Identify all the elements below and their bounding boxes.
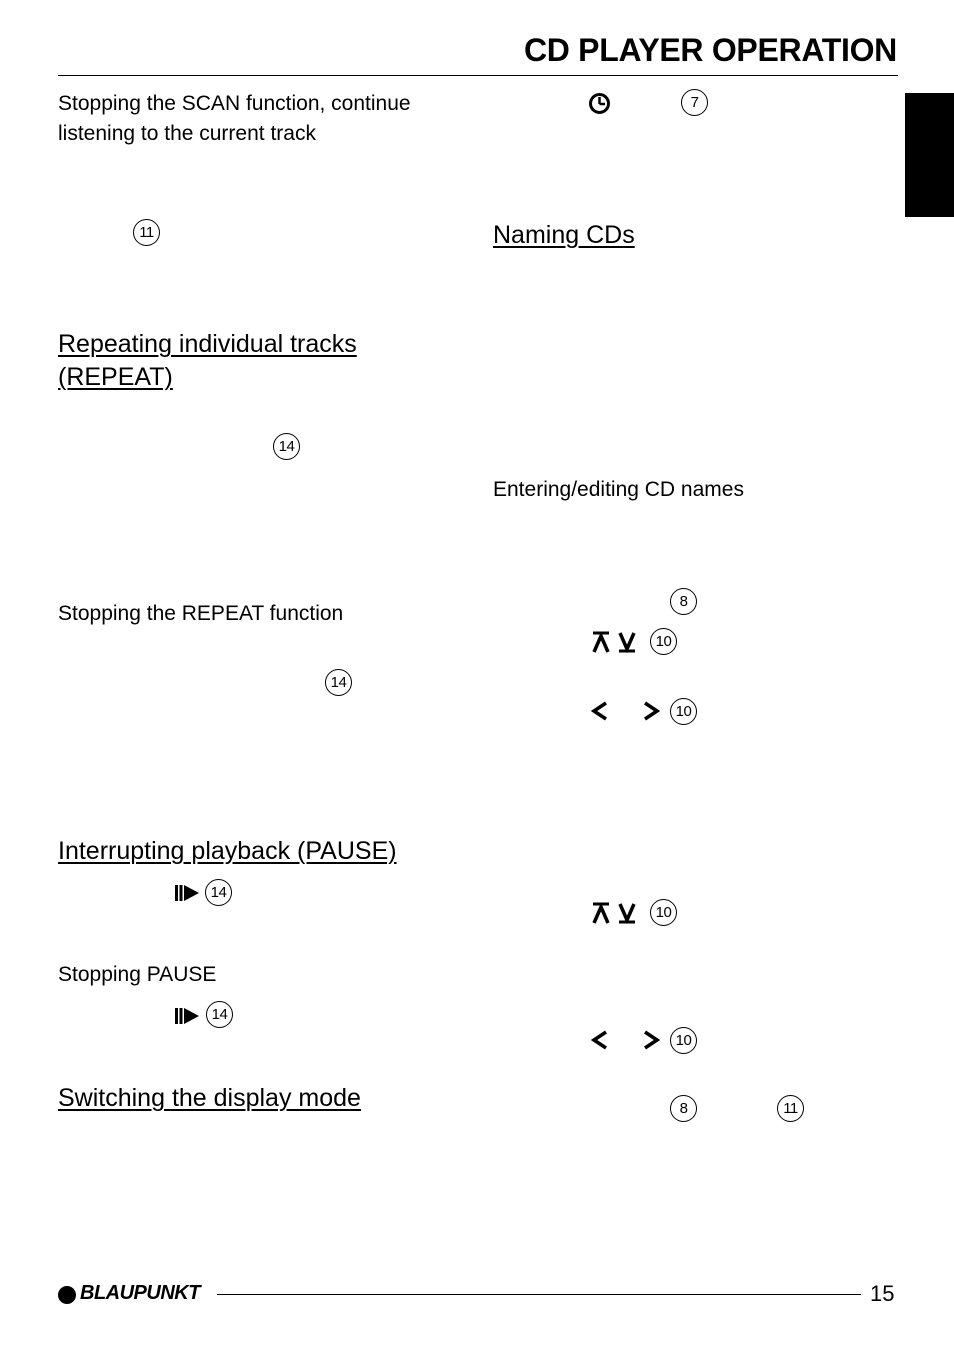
up-down-arrows-icon	[592, 902, 640, 924]
ref-number-10: 10	[650, 628, 677, 655]
ref-number-11: 11	[133, 219, 160, 246]
page-number: 15	[870, 1281, 895, 1306]
ref-number-11: 11	[777, 1095, 804, 1122]
left-arrow-icon	[591, 701, 607, 721]
pause-stop-heading: Stopping PAUSE	[58, 963, 217, 986]
language-tab-marker	[905, 93, 954, 217]
naming-cds-heading: Naming CDs	[493, 221, 635, 249]
scan-stop-heading: Stopping the SCAN function, continue listening to the current track	[58, 92, 411, 145]
ref-number-8: 8	[670, 588, 697, 615]
right-arrow-icon	[644, 701, 660, 721]
ref-number-8: 8	[670, 1095, 697, 1122]
up-down-arrows-icon	[592, 631, 640, 653]
repeat-stop-heading: Stopping the REPEAT function	[58, 602, 344, 625]
right-arrow-icon	[644, 1030, 660, 1050]
header-divider	[58, 75, 898, 76]
ref-number-10: 10	[670, 698, 697, 725]
repeat-heading: Repeating individual tracks (REPEAT)	[58, 330, 357, 391]
page-title: CD PLAYER OPERATION	[523, 32, 897, 68]
ref-number-14: 14	[206, 1001, 233, 1028]
entering-cd-names-heading: Entering/editing CD names	[493, 478, 744, 501]
ref-number-10: 10	[670, 1027, 697, 1054]
ref-number-14: 14	[273, 433, 300, 460]
ref-number-7: 7	[681, 89, 708, 116]
play-pause-icon	[175, 1007, 199, 1025]
pause-heading: Interrupting playback (PAUSE)	[58, 837, 397, 865]
clock-icon	[588, 92, 611, 115]
left-arrow-icon	[591, 1030, 607, 1050]
ref-number-14: 14	[325, 669, 352, 696]
display-mode-heading: Switching the display mode	[58, 1084, 361, 1112]
play-pause-icon	[175, 884, 199, 902]
brand-logo: BLAUPUNKT	[80, 1282, 200, 1304]
footer-divider	[217, 1294, 861, 1295]
ref-number-10: 10	[650, 899, 677, 926]
brand-logo-dot	[58, 1286, 76, 1304]
ref-number-14: 14	[205, 879, 232, 906]
